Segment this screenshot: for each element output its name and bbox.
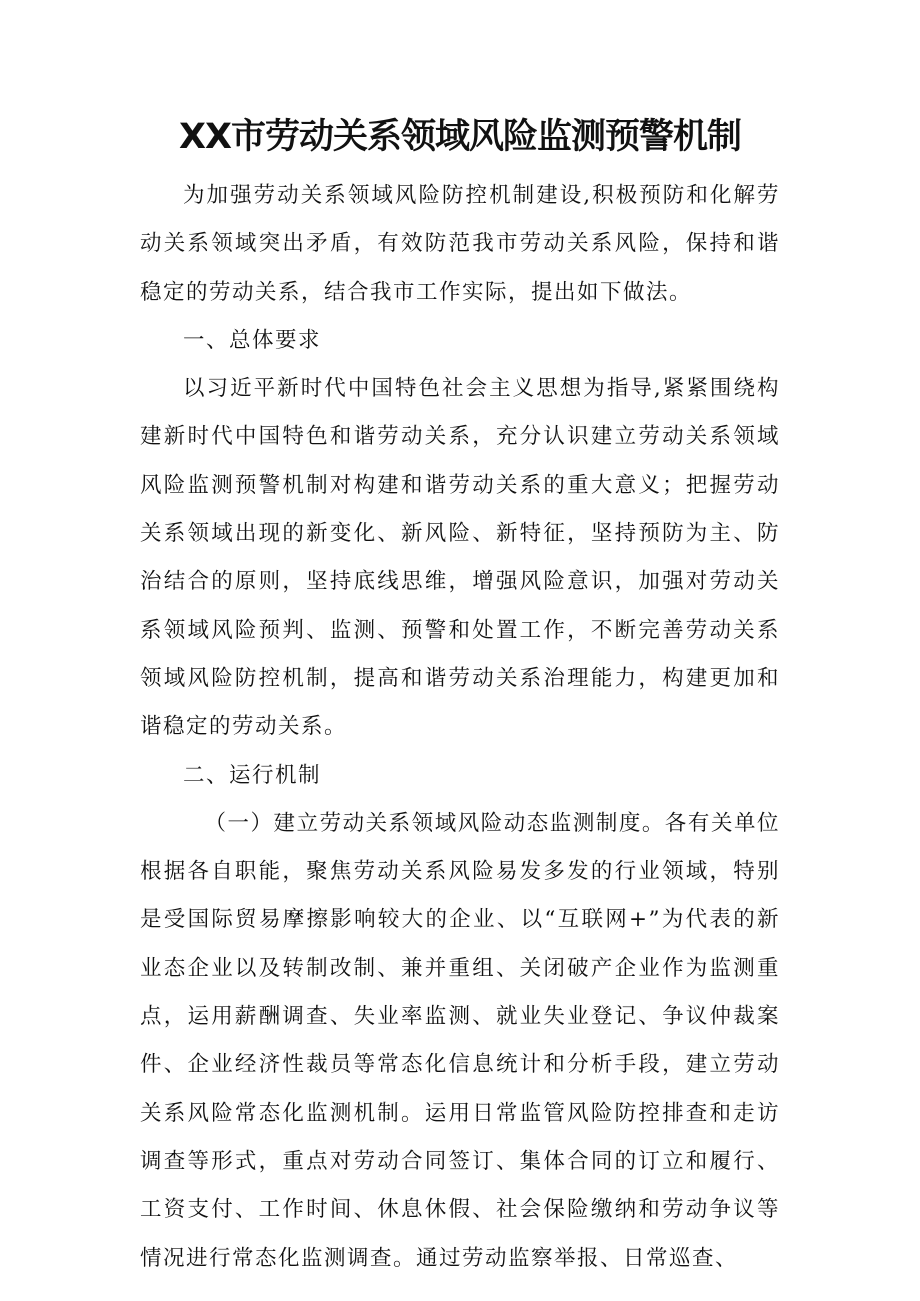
general-requirements-paragraph: 以习近平新时代中国特色社会主义思想为指导,紧紧围绕构建新时代中国特色和谐劳动关系，充分认识建立劳动关系领域风险监测预警机制对构建和谐劳动关系的重大意义；把握劳动关系领域出现的新变化、新风险、新特征，坚持预防为主、防治结合的原则，坚持底线思维，增强风险意识，加强对劳动关系领域风险预判、监测、预警和处置工作，不断完善劳动关系领域风险防控机制，提高和谐劳动关系治理能力，构建更加和谐稳定的劳动关系。: [140, 376, 780, 740]
section-heading-general-requirements: 一、总体要求: [183, 327, 322, 353]
document-body: [140, 172, 780, 1283]
monitoring-system-paragraph: （一）建立劳动关系领域风险动态监测制度。各有关单位根据各自职能，聚焦劳动关系风险易发多发的行业领域，特别是受国际贸易摩擦影响较大的企业、以“互联网+”为代表的新业态企业以及转制改制、兼并重组、关闭破产企业作为监测重点，运用薪酬调查、失业率监测、就业失业登记、争议仲裁案件、企业经济性裁员等常态化信息统计和分析手段，建立劳动关系风险常态化监测机制。运用日常监管风险防控排查和走访调查等形式，重点对劳动合同签订、集体合同的订立和履行、工资支付、工作时间、休息休假、社会保险缴纳和劳动争议等情况进行常态化监测调查。通过劳动监察举报、日常巡查、: [140, 810, 780, 1271]
section-heading-operating-mechanism: 二、运行机制: [183, 762, 322, 788]
intro-paragraph: 为加强劳动关系领域风险防控机制建设,积极预防和化解劳动关系领域突出矛盾，有效防范我市劳动关系风险，保持和谐稳定的劳动关系，结合我市工作实际，提出如下做法。: [140, 183, 780, 305]
document-title: XX市劳动关系领域风险监测预警机制: [179, 117, 741, 157]
